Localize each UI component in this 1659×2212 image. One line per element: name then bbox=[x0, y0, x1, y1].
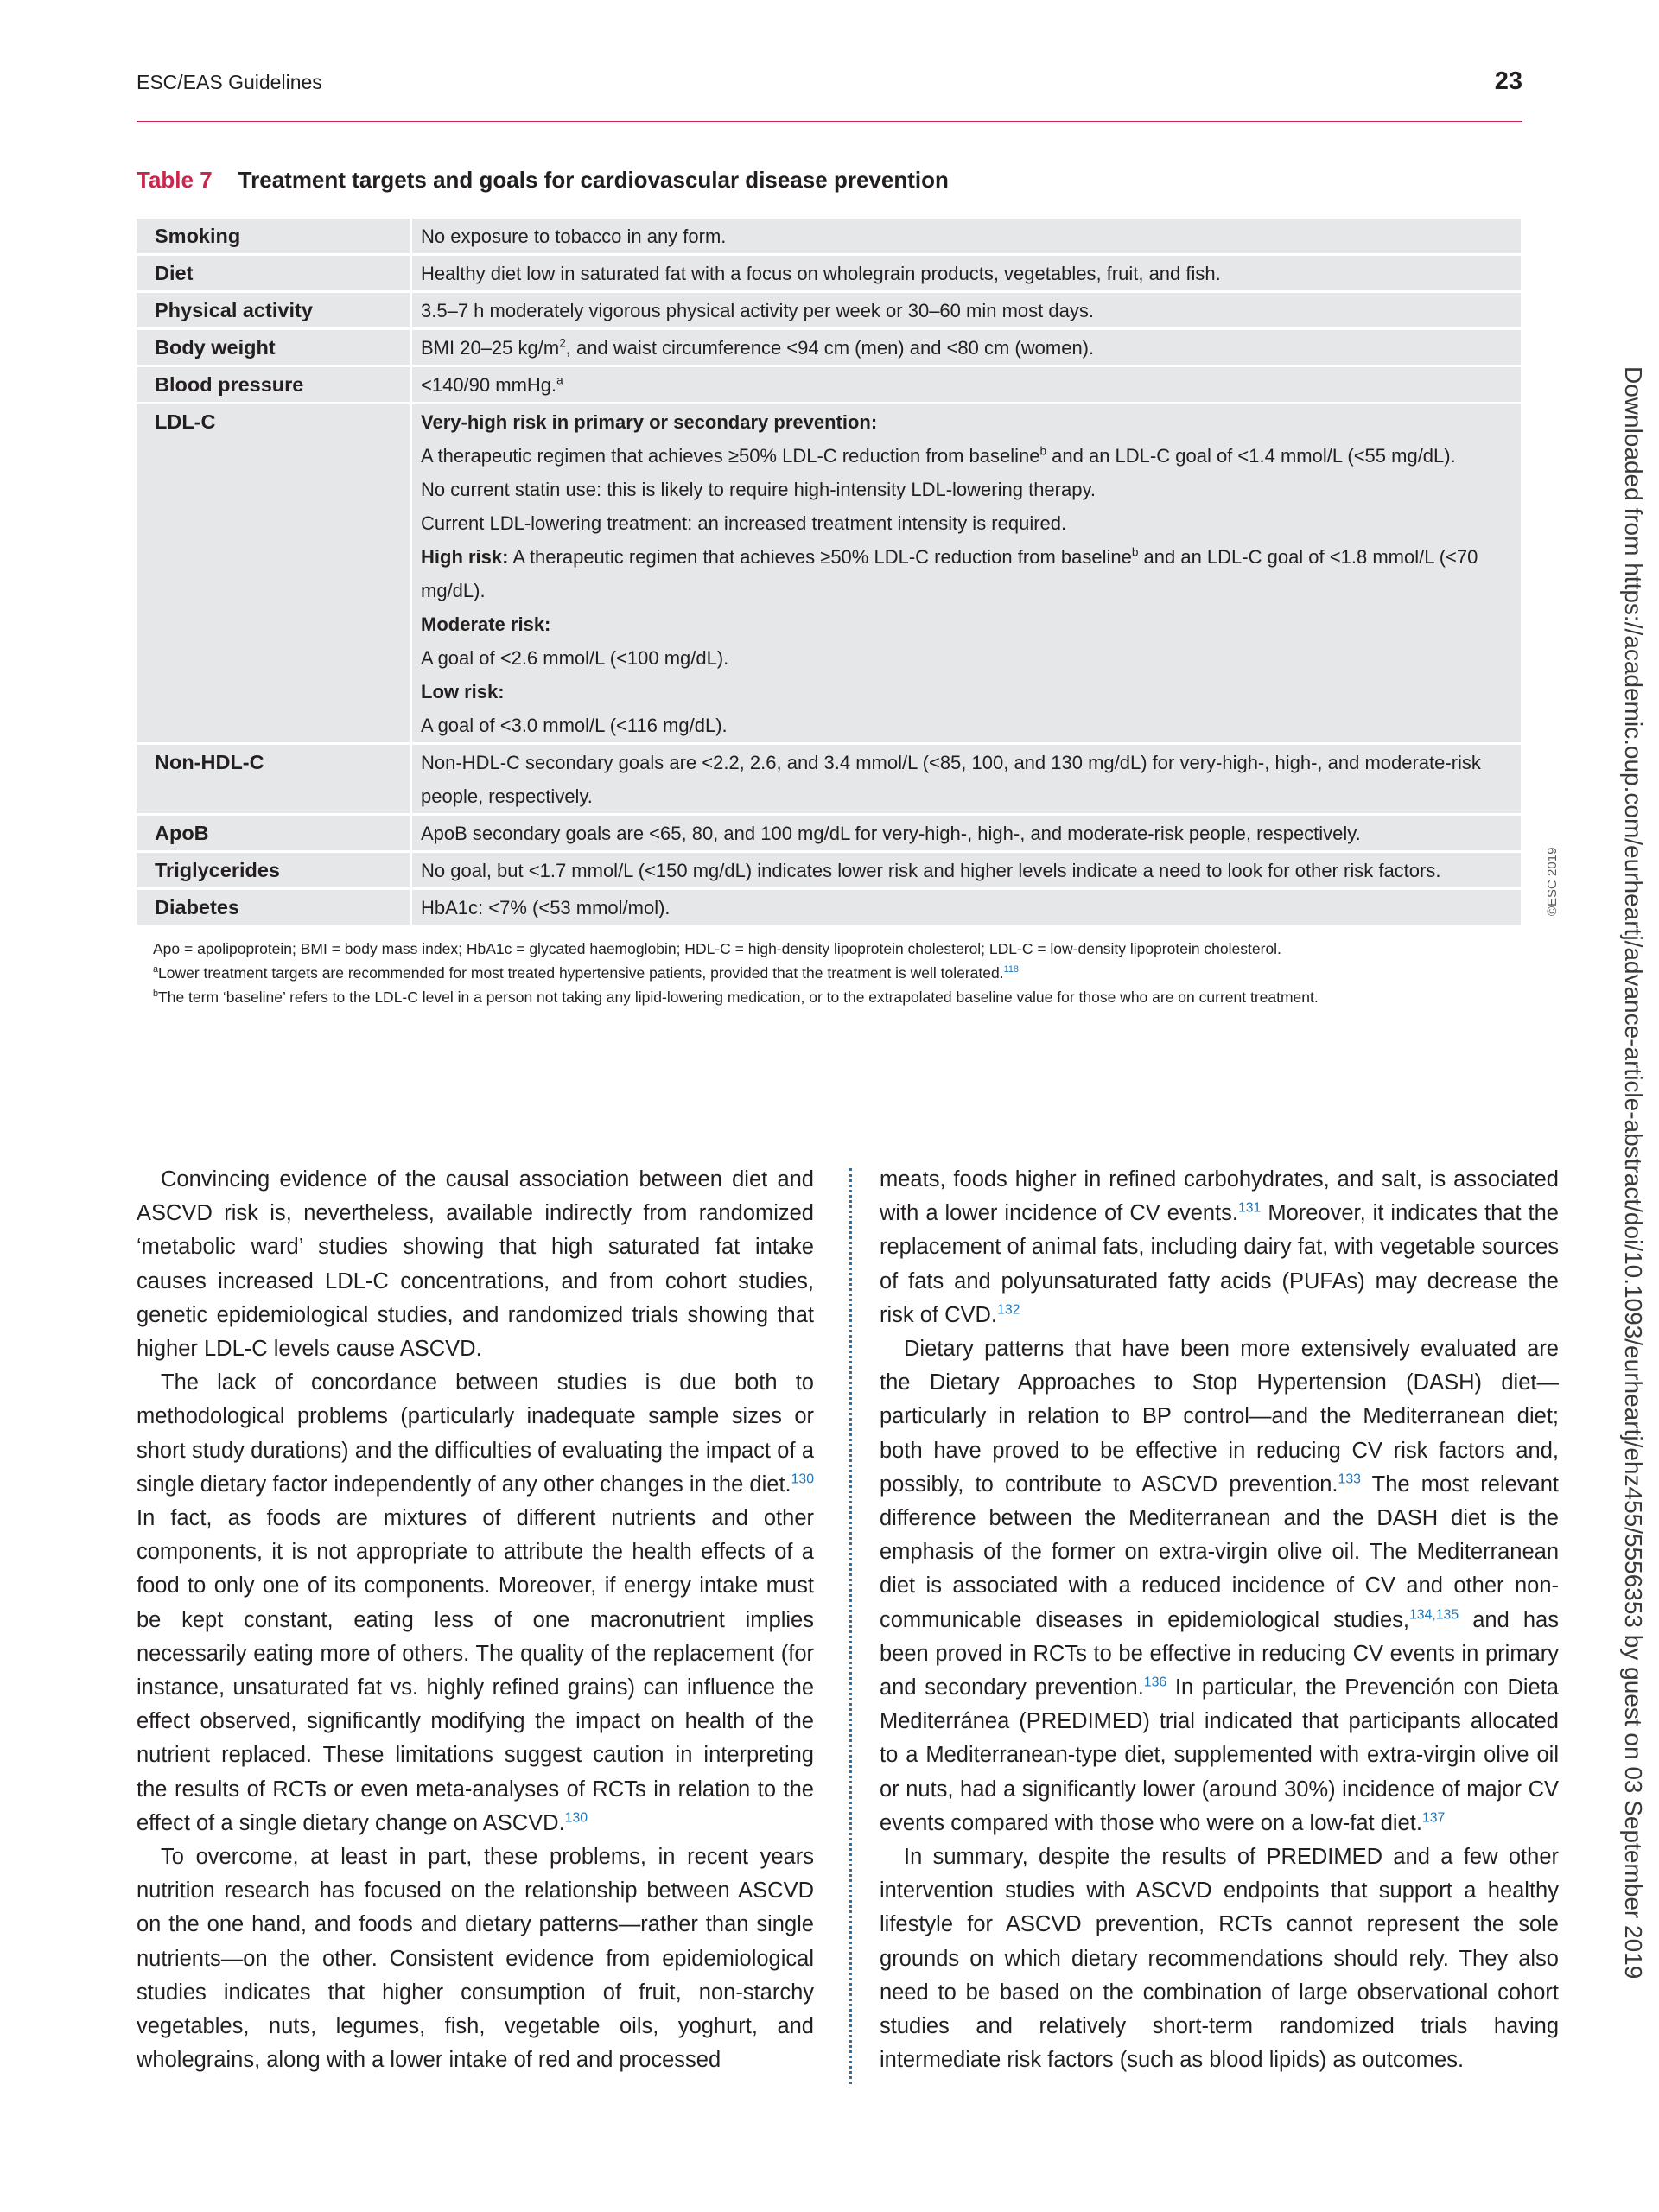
blood-pressure-text: <140/90 mmHg. bbox=[421, 374, 557, 396]
ldl-goals bbox=[412, 404, 1521, 742]
row-key: Smoking bbox=[137, 219, 412, 253]
paragraph bbox=[880, 1332, 1559, 1840]
running-header: ESC/EAS Guidelines bbox=[137, 71, 322, 93]
esc-copyright-mark: ©ESC 2019 bbox=[1545, 847, 1560, 916]
row-key: Diabetes bbox=[137, 890, 412, 925]
superscript: 2 bbox=[559, 336, 566, 350]
paragraph-text: Dietary patterns that have been more extensively evaluated are the Dietary Approaches to Stop Hypertension (DASH) diet—particularly in relation to BP control—and the Mediterranean diet; both have proved to be effective in reducing CV risk factors and, possibly, to contribute to ASCVD prevention. bbox=[880, 1337, 1559, 1497]
paragraph bbox=[137, 1366, 814, 1840]
footnote-marker: b bbox=[1039, 444, 1047, 458]
table-row bbox=[137, 367, 1521, 402]
moderate-risk-heading: Moderate risk: bbox=[421, 613, 551, 635]
footnote-b bbox=[153, 985, 1521, 1009]
right-column bbox=[880, 1163, 1559, 2077]
table-footnotes bbox=[153, 937, 1521, 1009]
very-high-risk-goal bbox=[421, 439, 1510, 473]
table-row bbox=[137, 404, 1521, 742]
footnote-a bbox=[153, 961, 1521, 985]
left-column bbox=[137, 1163, 814, 2077]
row-value: No exposure to tobacco in any form. bbox=[412, 219, 1521, 253]
column-divider bbox=[849, 1168, 852, 2084]
goal-text-cont: and an LDL-C goal of <1.4 mmol/L (<55 mg/dL). bbox=[1046, 445, 1456, 467]
paragraph-text: In particular, the Prevención con Dieta Mediterránea (PREDIMED) trial indicated that participants allocated to a Mediterranean-type diet, supplemented with extra-virgin olive oil or nuts, had a significantly lower (around 30%) incidence of major CV events compared with those who were on a low-fat diet. bbox=[880, 1675, 1559, 1835]
footnote-marker: b bbox=[153, 988, 159, 1000]
table-row bbox=[137, 256, 1521, 290]
high-risk-heading: High risk: bbox=[421, 546, 509, 568]
table-title: Treatment targets and goals for cardiovascular disease prevention bbox=[238, 167, 949, 193]
table-row bbox=[137, 330, 1521, 365]
row-value: HbA1c: <7% (<53 mmol/mol). bbox=[412, 890, 1521, 925]
header-rule bbox=[137, 121, 1522, 122]
row-value: Non-HDL-C secondary goals are <2.2, 2.6, and 3.4 mmol/L (<85, 100, and 130 mg/dL) for very-high-, high-, and moderate-risk people, respectively. bbox=[412, 745, 1521, 813]
citation-link[interactable]: 132 bbox=[997, 1302, 1020, 1318]
row-value: No goal, but <1.7 mmol/L (<150 mg/dL) indicates lower risk and higher levels indicate a need to look for other risk factors. bbox=[412, 853, 1521, 887]
body-weight-text-cont: , and waist circumference <94 cm (men) and <80 cm (women). bbox=[565, 337, 1095, 359]
table-row bbox=[137, 853, 1521, 887]
row-key: Physical activity bbox=[137, 293, 412, 327]
abbreviations-note: Apo = apolipoprotein; BMI = body mass index; HbA1c = glycated haemoglobin; HDL-C = high-density lipoprotein cholesterol; LDL-C = low-density lipoprotein cholesterol. bbox=[153, 940, 1281, 957]
citation-link[interactable]: 118 bbox=[1003, 964, 1019, 976]
row-key: ApoB bbox=[137, 816, 412, 850]
citation-link[interactable]: 137 bbox=[1421, 1810, 1446, 1826]
table-label: Table 7 bbox=[137, 167, 213, 193]
paragraph-text: The lack of concordance between studies is due both to methodological problems (particularly inadequate sample sizes or short study durations) and the difficulties of evaluating the impact of a single dietary factor independently of any other changes in the diet. bbox=[137, 1370, 814, 1497]
table-row bbox=[137, 816, 1521, 850]
citation-link[interactable]: 134,135 bbox=[1409, 1607, 1459, 1623]
paragraph bbox=[880, 1163, 1559, 1332]
moderate-risk-goal: A goal of <2.6 mmol/L (<100 mg/dL). bbox=[421, 647, 729, 669]
paragraph-text: Moreover, it indicates that the replacement of animal fats, including dairy fat, with vegetable sources of fats and polyunsaturated fatty acids (PUFAs) may decrease the risk of CVD. bbox=[880, 1201, 1559, 1327]
paragraph: To overcome, at least in part, these problems, in recent years nutrition research has focused on the relationship between ASCVD on the one hand, and foods and dietary patterns—rather than single nutrients—on the other. Consistent evidence from epidemiological studies indicates that higher consumption of fruit, non-starchy vegetables, nuts, legumes, fish, vegetable oils, yoghurt, and wholegrains, along with a lower intake of red and processed bbox=[137, 1845, 814, 2073]
paragraph: Convincing evidence of the causal association between diet and ASCVD risk is, nevertheless, available indirectly from randomized ‘metabolic ward’ studies showing that high saturated fat intake causes increased LDL-C concentrations, and from cohort studies, genetic epidemiological studies, and randomized trials showing that higher LDL-C levels cause ASCVD. bbox=[137, 1167, 814, 1362]
row-key: Diet bbox=[137, 256, 412, 290]
citation-link[interactable]: 131 bbox=[1237, 1200, 1262, 1216]
low-risk-heading: Low risk: bbox=[421, 681, 505, 702]
citation-link[interactable]: 130 bbox=[564, 1810, 588, 1826]
very-high-risk-heading: Very-high risk in primary or secondary prevention: bbox=[421, 411, 878, 433]
row-key: Triglycerides bbox=[137, 853, 412, 887]
footnote-b-text: The term ‘baseline’ refers to the LDL-C level in a person not taking any lipid-lowering medication, or to the extrapolated baseline value for those who are on current treatment. bbox=[158, 988, 1319, 1006]
paragraph-text: In fact, as foods are mixtures of different nutrients and other components, it is not appropriate to attribute the health effects of a food to only one of its components. Moreover, if energy intake must be kept constant, eating less of one macronutrient implies necessarily eating more of others. The quality of the replacement (for instance, unsaturated fat vs. highly refined grains) can influence the effect observed, significantly modifying the impact on health of the nutrient replaced. These limitations suggest caution in interpreting the results of RCTs or even meta-analyses of RCTs in relation to the effect of a single dietary change on ASCVD. bbox=[137, 1506, 814, 1835]
goal-text-cont: and an LDL-C goal of <1.8 mmol/L (<70 mg/dL). bbox=[421, 546, 1478, 601]
paragraph-text: meats, foods higher in refined carbohydrates, and salt, is associated with a lower incidence of CV events. bbox=[880, 1167, 1559, 1226]
row-key: Blood pressure bbox=[137, 367, 412, 402]
row-key: Non-HDL-C bbox=[137, 745, 412, 813]
current-treatment-text: Current LDL-lowering treatment: an increased treatment intensity is required. bbox=[421, 512, 1067, 534]
row-value bbox=[412, 367, 1521, 402]
page-number: 23 bbox=[1494, 67, 1522, 95]
table-row bbox=[137, 219, 1521, 253]
row-value: ApoB secondary goals are <65, 80, and 100 mg/dL for very-high-, high-, and moderate-risk people, respectively. bbox=[412, 816, 1521, 850]
citation-link[interactable]: 130 bbox=[791, 1471, 814, 1487]
footnote-a-text: Lower treatment targets are recommended for most treated hypertensive patients, provided that the treatment is well tolerated. bbox=[158, 964, 1004, 982]
no-statin-text: No current statin use: this is likely to require high-intensity LDL-lowering therapy. bbox=[421, 479, 1096, 500]
low-risk-goal: A goal of <3.0 mmol/L (<116 mg/dL). bbox=[421, 715, 728, 736]
goal-text: A therapeutic regimen that achieves ≥50% LDL-C reduction from baseline bbox=[421, 445, 1040, 467]
row-value: 3.5–7 h moderately vigorous physical activity per week or 30–60 min most days. bbox=[412, 293, 1521, 327]
targets-table bbox=[137, 216, 1521, 927]
paragraph-text: and has been proved in RCTs to be effective in reducing CV events in primary and secondary prevention. bbox=[880, 1607, 1559, 1700]
table-row bbox=[137, 293, 1521, 327]
row-value bbox=[412, 330, 1521, 365]
footnote-marker: a bbox=[556, 373, 563, 387]
row-value: Healthy diet low in saturated fat with a focus on wholegrain products, vegetables, fruit, and fish. bbox=[412, 256, 1521, 290]
goal-text: A therapeutic regimen that achieves ≥50% LDL-C reduction from baseline bbox=[508, 546, 1132, 568]
body-weight-text: BMI 20–25 kg/m bbox=[421, 337, 560, 359]
paragraph-text: The most relevant difference between the Mediterranean and the DASH diet is the emphasis of the former on extra-virgin olive oil. The Mediterranean diet is associated with a reduced incidence of CV and other non-communicable diseases in epidemiological studies, bbox=[880, 1471, 1559, 1632]
table-row bbox=[137, 890, 1521, 925]
table-caption bbox=[137, 167, 949, 194]
paragraph: In summary, despite the results of PREDIMED and a few other intervention studies with ASCVD endpoints that support a healthy lifestyle for ASCVD prevention, RCTs cannot represent the sole grounds on which dietary recommendations should rely. They also need to be based on the combination of large observational cohort studies and relatively short-term randomized trials having intermediate risk factors (such as blood lipids) as outcomes. bbox=[880, 1845, 1559, 2073]
citation-link[interactable]: 136 bbox=[1143, 1675, 1167, 1690]
row-key: Body weight bbox=[137, 330, 412, 365]
table-row bbox=[137, 745, 1521, 813]
row-key: LDL-C bbox=[137, 404, 412, 742]
footnote-marker: a bbox=[153, 964, 159, 976]
citation-link[interactable]: 133 bbox=[1338, 1471, 1361, 1487]
high-risk-goal bbox=[421, 540, 1510, 607]
footnote-marker: b bbox=[1131, 545, 1139, 559]
download-watermark: Downloaded from https://academic.oup.com/eurheartj/advance-article-abstract/doi/10.1093/eurheartj/ehz455/5556353 by guest on 03 September 2019 bbox=[1620, 366, 1647, 1980]
